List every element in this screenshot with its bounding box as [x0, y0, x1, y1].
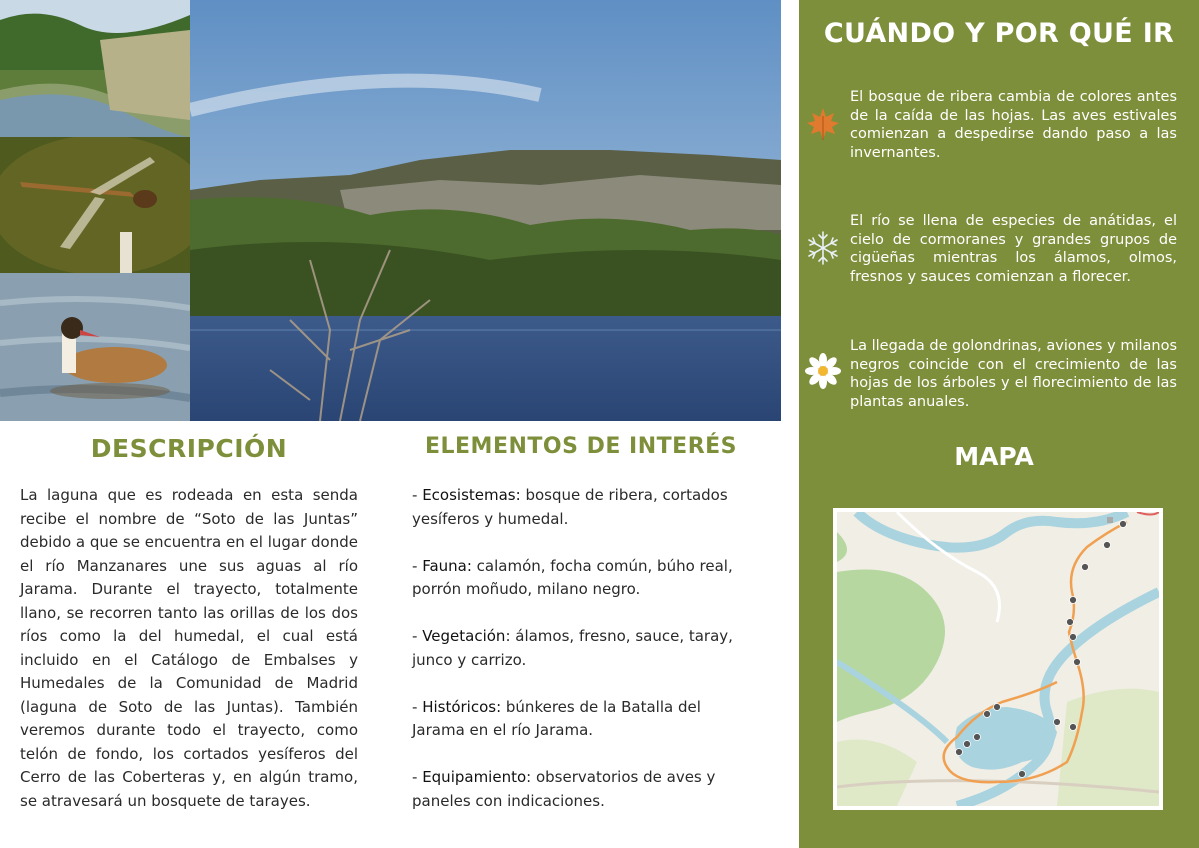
season-spring-text: La llegada de golondrinas, aviones y milanos negros coincide con el crecimiento de las hojas de los árboles y el florecimiento de las plantas anuales.	[850, 338, 1177, 410]
interest-label: Históricos:	[422, 697, 502, 716]
interest-item-fauna: - Fauna: calamón, focha común, búho real, porrón moñudo, milano negro.	[412, 556, 733, 598]
stream-photo	[0, 0, 190, 137]
season-winter-text: El río se llena de especies de anátidas, el cielo de cormoranes y grandes grupos de cigüeñas mientras los álamos, olmos, fresnos y sauces comienzan a florecer.	[850, 213, 1177, 285]
description-heading: DESCRIPCIÓN	[90, 434, 288, 463]
description-text: La laguna que es rodeada en esta senda recibe el nombre de “Soto de las Juntas” debido a que se encuentra en el lugar donde el río Manzanares une sus aguas al río Jarama. Durante el trayecto, totalmente llano, se recorren tanto las orillas de los dos ríos como la del humedal, el cual está incluido en el Catálogo de Embalses y Humedales de la Comunidad de Madrid (laguna de Soto de las Juntas). También veremos durante todo el trayecto, como telón de fondo, los cortados yesíferos del Cerro de las Coberteras y, en algún tramo, se atravesará un bosquete de tarayes.	[20, 486, 358, 810]
autumn-leaf-icon	[805, 106, 841, 142]
when-heading: CUÁNDO Y POR QUÉ IR	[823, 18, 1175, 49]
interest-item-ecosystems: - Ecosistemas: bosque de ribera, cortados yesíferos y humedal.	[412, 486, 728, 528]
daisy-flower-icon	[805, 353, 841, 389]
interest-item-vegetation: - Vegetación: álamos, fresno, sauce, taray, junco y carrizo.	[412, 627, 733, 669]
snowflake-icon	[805, 230, 841, 266]
side-panel	[799, 0, 1199, 848]
interest-label: Equipamiento	[422, 768, 527, 786]
interest-list	[412, 484, 752, 837]
interest-item-historical: - Históricos: búnkeres de la Batalla del Jarama en el río Jarama.	[412, 697, 701, 739]
dragonfly-photo	[0, 137, 190, 273]
lagoon-landscape-photo	[190, 0, 781, 421]
route-map	[833, 508, 1163, 810]
map-heading: MAPA	[954, 442, 1034, 471]
interest-item-equipment: - Equipamiento: observatorios de aves y paneles con indicaciones.	[412, 768, 716, 810]
interest-label: Vegetación	[422, 627, 506, 645]
interest-label: Ecosistemas:	[422, 486, 521, 504]
grebe-photo	[0, 273, 190, 421]
interest-heading: ELEMENTOS DE INTERÉS	[424, 434, 738, 459]
season-autumn-text: El bosque de ribera cambia de colores antes de la caída de las hojas. Las aves estivales comienzan a despedirse dando paso a las invernantes.	[850, 89, 1177, 161]
interest-label: Fauna:	[422, 556, 472, 575]
route-map-image	[837, 512, 1159, 806]
